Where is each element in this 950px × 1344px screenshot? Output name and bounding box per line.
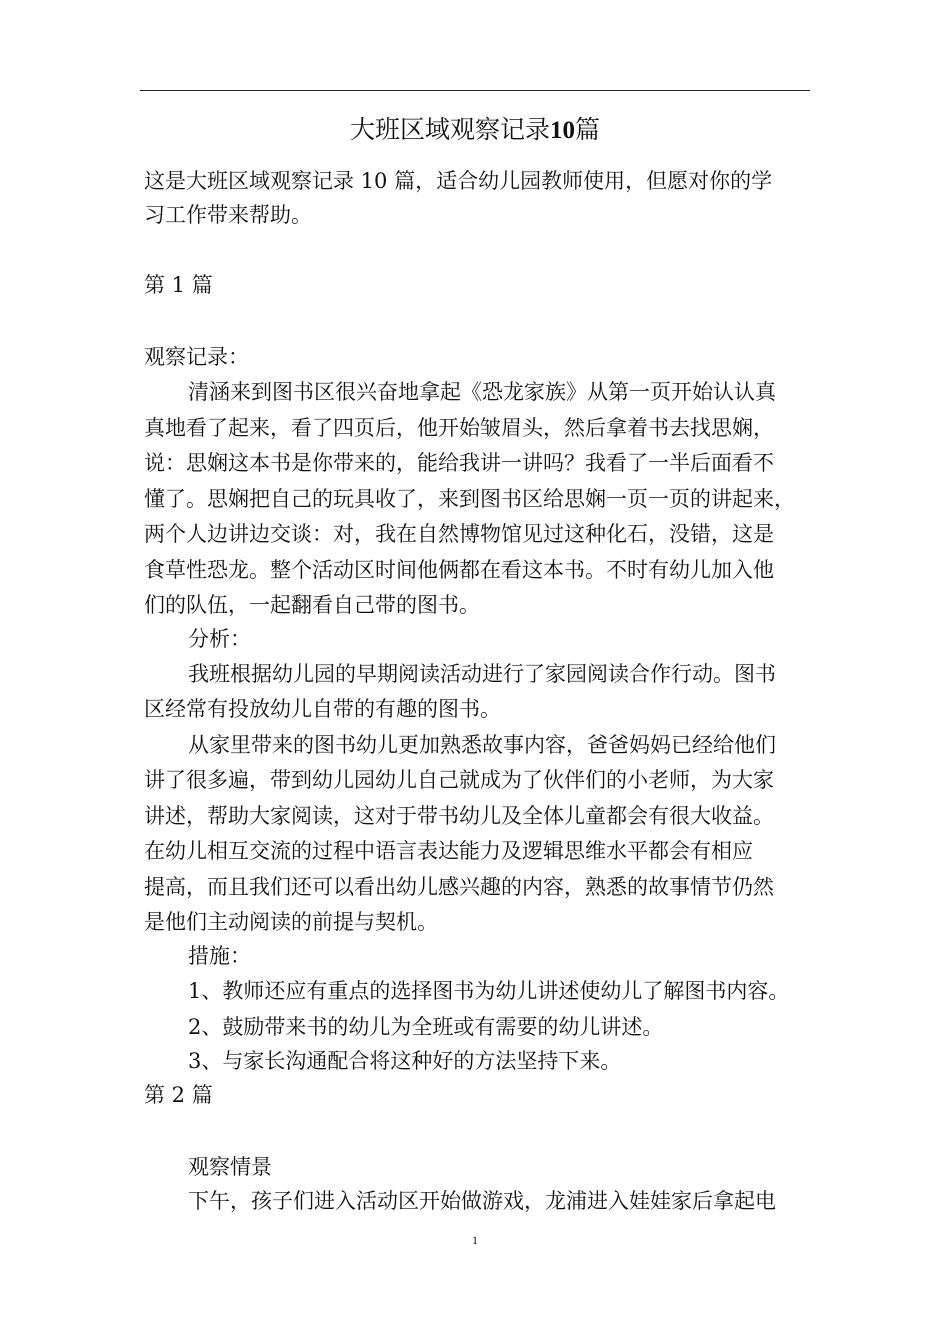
page-number: 1	[472, 1233, 478, 1247]
paragraph-line: 区经常有投放幼儿自带的有趣的图书。	[144, 697, 501, 721]
header-rule	[140, 90, 810, 91]
paragraph-line: 我班根据幼儿园的早期阅读活动进行了家园阅读合作行动。图书	[188, 662, 776, 686]
measures-label: 措施：	[188, 944, 251, 968]
measure-item: 1、教师还应有重点的选择图书为幼儿讲述使幼儿了解图书内容。	[188, 979, 790, 1003]
paragraph-line: 下午，孩子们进入活动区开始做游戏，龙浦进入娃娃家后拿起电	[188, 1189, 776, 1213]
title-suffix: 篇	[575, 115, 601, 144]
title-text: 大班区域观察记录	[349, 115, 550, 144]
record-label: 观察记录：	[144, 345, 249, 369]
paragraph-line: 提高，而且我们还可以看出幼儿感兴趣的内容，熟悉的故事情节仍然	[144, 875, 774, 899]
paragraph-line: 讲了很多遍，带到幼儿园幼儿自己就成为了伙伴们的小老师，为大家	[144, 768, 774, 792]
paragraph-line: 在幼儿相互交流的过程中语言表达能力及逻辑思维水平都会有相应	[144, 839, 753, 863]
paragraph-line: 食草性恐龙。整个活动区时间他俩都在看这本书。不时有幼儿加入他	[144, 558, 774, 582]
paragraph-line: 清涵来到图书区很兴奋地拿起《恐龙家族》从第一页开始认认真	[188, 380, 776, 404]
measure-item: 3、与家长沟通配合将这种好的方法坚持下来。	[188, 1049, 622, 1073]
paragraph-line: 是他们主动阅读的前提与契机。	[144, 910, 438, 934]
paragraph-line: 讲述，帮助大家阅读，这对于带书幼儿及全体儿童都会有很大收益。	[144, 804, 774, 828]
measure-item: 2、鼓励带来书的幼儿为全班或有需要的幼儿讲述。	[188, 1015, 664, 1039]
title-number: 10	[550, 117, 575, 144]
document-title	[140, 112, 810, 149]
paragraph-line: 说：思娴这本书是你带来的，能给我讲一讲吗？我看了一半后面看不	[144, 451, 774, 475]
paragraph-line: 们的队伍，一起翻看自己带的图书。	[144, 593, 480, 617]
intro-line: 习工作带来帮助。	[144, 203, 312, 227]
paragraph-line: 两个人边讲边交谈：对，我在自然博物馆见过这种化石，没错，这是	[144, 522, 774, 546]
section-heading-1: 第 1 篇	[144, 273, 213, 297]
paragraph-line: 懂了。思娴把自己的玩具收了，来到图书区给思娴一页一页的讲起来，	[144, 487, 795, 511]
paragraph-line: 从家里带来的图书幼儿更加熟悉故事内容，爸爸妈妈已经给他们	[188, 733, 776, 757]
intro-line: 这是大班区域观察记录 10 篇，适合幼儿园教师使用，但愿对你的学	[144, 169, 773, 193]
scene-label: 观察情景	[188, 1155, 272, 1179]
analysis-label: 分析：	[188, 627, 251, 651]
section-heading-2: 第 2 篇	[144, 1083, 213, 1107]
paragraph-line: 真地看了起来，看了四页后，他开始皱眉头，然后拿着书去找思娴，	[144, 416, 774, 440]
